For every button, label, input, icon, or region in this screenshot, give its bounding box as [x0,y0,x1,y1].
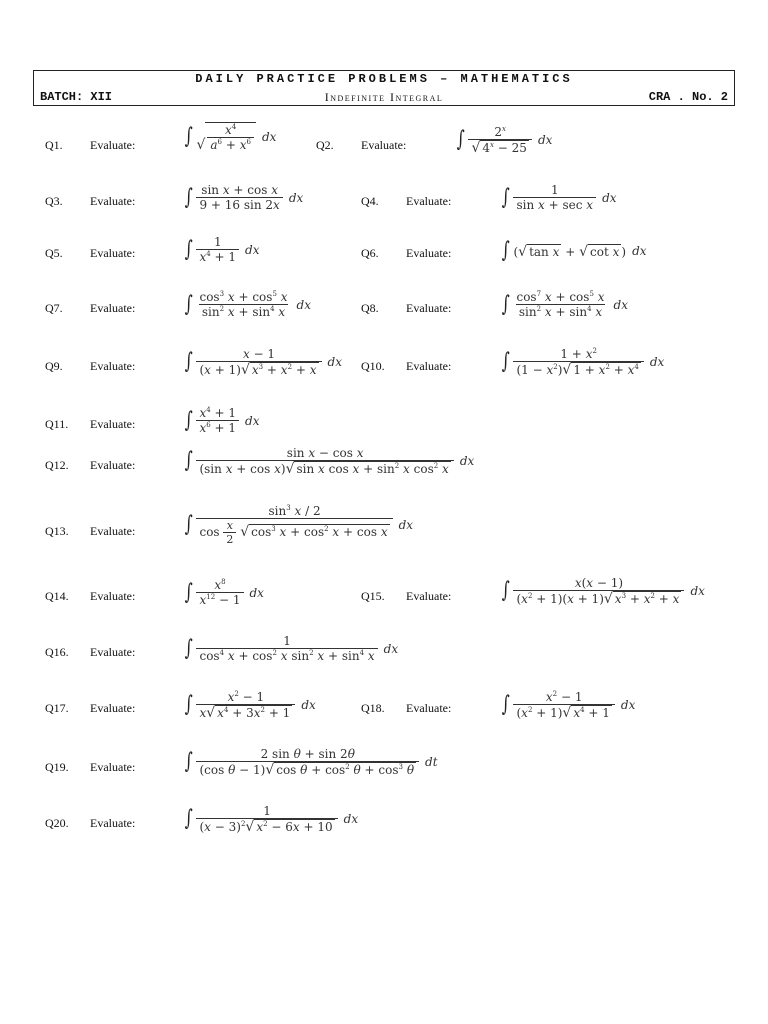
differential: dx [613,297,628,312]
question-4 [361,176,501,226]
differential: dx [288,190,304,205]
integral-expression: ∫ x − 1 (x + 1) √ $x^3 + x^2 + x$ dx [184,347,342,378]
integral-expression: ∫ $x^2 - 1$ x √ $x^4 + 3x^2 + 1$ dx [184,690,316,721]
evaluate-label: Evaluate: [406,588,452,603]
evaluate-label: Evaluate: [90,193,136,208]
integral-expression: ∫ sin x − cos x (sin x + cos x) √ sin x $\cos x + \sin^2 x$ $\cos^2 x$ dx [184,446,475,477]
question-20 [45,798,185,848]
evaluate-label: Evaluate: [90,245,136,260]
question-12 [45,440,185,490]
question-number: Q5. [45,245,63,260]
evaluate-label: Evaluate: [90,416,136,431]
integral-expression: ∫ $\frac{\text{sin x + cos x}}{9 + 16 \sin 2x}$ dx [184,183,304,212]
question-number: Q8. [361,300,379,315]
differential: dx [383,641,399,656]
integral-expression: ∫ $\frac{1}{\cos^4 x + \cos^2 x \sin^2 x + \sin^4 x}$ dx [184,634,399,663]
evaluate-label: Evaluate: [90,700,136,715]
question-7 [45,283,185,333]
question-18 [361,683,501,733]
integral-expression: ∫ $\frac{\cos^3 x + \cos^5 x}{\sin^2 x + \sin^4 x}$ dx [184,290,311,319]
question-number: Q10. [361,358,385,373]
evaluate-label: Evaluate: [406,358,452,373]
integral-expression: ∫ 2 sin θ + sin 2θ (cos θ − 1) √ $\cos \theta + \cos^2 \theta + \cos^3 \theta$ dt [184,747,438,778]
question-6 [361,228,501,278]
integral-expression: ∫ x(x − 1) $(x^2 + 1)(x + 1)$ √ $x^3 + x^2 + x$ dx [501,576,705,607]
differential: dx [602,190,617,205]
differential: dx [632,244,647,258]
differential: dt [425,755,438,769]
integral-expression: ∫ $\frac{x^4 + 1}{x^6 + 1}$ dx [184,406,260,435]
evaluate-label: Evaluate: [90,815,136,830]
question-2 [316,120,456,170]
differential: dx [249,585,264,600]
subject-title: Indefinite Integral [324,90,444,104]
question-number: Q15. [361,588,385,603]
evaluate-label: Evaluate: [90,300,136,315]
question-number: Q7. [45,300,63,315]
question-number: Q6. [361,245,379,260]
evaluate-label: Evaluate: [90,644,136,659]
question-number: Q16. [45,644,69,659]
integral-expression: ∫ $1 + x^2$ $(1 - x^2)$ √ $1 + x^2 + x^4$ dx [501,347,665,378]
integral-expression: ∫ $\frac{1}{\text{sin x + sec x}}$ dx [501,183,617,212]
question-3 [45,176,185,226]
question-number: Q2. [316,137,334,152]
differential: dx [398,518,414,532]
question-10 [361,341,501,391]
integral-expression: ∫ $x^2 - 1$ $(x^2 + 1)$ √ $x^4 + 1$ dx [501,690,636,721]
question-9 [45,341,185,391]
evaluate-label: Evaluate: [406,245,452,260]
integral-expression: ∫ $\frac{1}{x^4 + 1}$ dx [184,235,260,264]
question-number: Q18. [361,700,385,715]
differential: dx [620,698,636,712]
differential: dx [296,297,311,312]
evaluate-label: Evaluate: [90,137,136,152]
question-5 [45,228,185,278]
differential: dx [690,584,705,598]
question-number: Q20. [45,815,69,830]
differential: dx [301,698,316,712]
differential: dx [245,242,260,257]
question-number: Q11. [45,416,69,431]
question-number: Q3. [45,193,63,208]
question-number: Q1. [45,137,63,152]
integral-expression: ∫ √ $\frac{x^4}{a^6 + x^6}$ dx [184,123,277,153]
evaluate-label: Evaluate: [90,358,136,373]
evaluate-label: Evaluate: [90,588,136,603]
question-19 [45,742,185,792]
differential: dx [459,454,475,468]
question-number: Q19. [45,759,69,774]
question-number: Q9. [45,358,63,373]
question-14 [45,571,185,621]
integral-expression: ∫ $\frac{\cos^7 x + \cos^5 x}{\sin^2 x + \sin^4 x}$ dx [501,290,628,319]
header-box [33,70,735,106]
question-8 [361,283,501,333]
evaluate-label: Evaluate: [361,137,407,152]
evaluate-label: Evaluate: [90,759,136,774]
evaluate-label: Evaluate: [406,300,452,315]
question-17 [45,683,185,733]
question-16 [45,627,185,677]
integral-expression: ∫ 1 $(x - 3)^2$ √ $x^2 - 6x + 10$ dx [184,804,359,835]
sheet-code: CRA . No. 2 [648,90,728,104]
question-number: Q13. [45,523,69,538]
question-number: Q14. [45,588,69,603]
differential: dx [245,413,260,428]
evaluate-label: Evaluate: [90,457,136,472]
integral-expression: ∫ $\sin^3 x / 2$ cos $\frac{x}{2}$ √ $\cos^3 x + \cos^2 x + \cos x$ dx [184,504,414,546]
differential: dx [537,133,553,147]
question-15 [361,571,501,621]
integral-expression: ∫ 2$^x$ √ $4^x - 25$ dx [456,125,553,156]
differential: dx [327,355,342,369]
integral-expression: ∫ $\frac{x^8}{x^{12} - 1}$ dx [184,578,264,607]
page-title: DAILY PRACTICE PROBLEMS – MATHEMATICS [195,72,573,86]
evaluate-label: Evaluate: [90,523,136,538]
differential: dx [649,355,665,369]
differential: dx [343,812,359,826]
question-number: Q12. [45,457,69,472]
evaluate-label: Evaluate: [406,193,452,208]
question-number: Q17. [45,700,69,715]
differential: dx [261,130,277,144]
question-number: Q4. [361,193,379,208]
batch-label: BATCH: XII [40,90,113,104]
integral-expression: ∫ ( √ tan x + √ cot x ) dx [501,238,647,263]
question-13 [45,506,185,556]
evaluate-label: Evaluate: [406,700,452,715]
